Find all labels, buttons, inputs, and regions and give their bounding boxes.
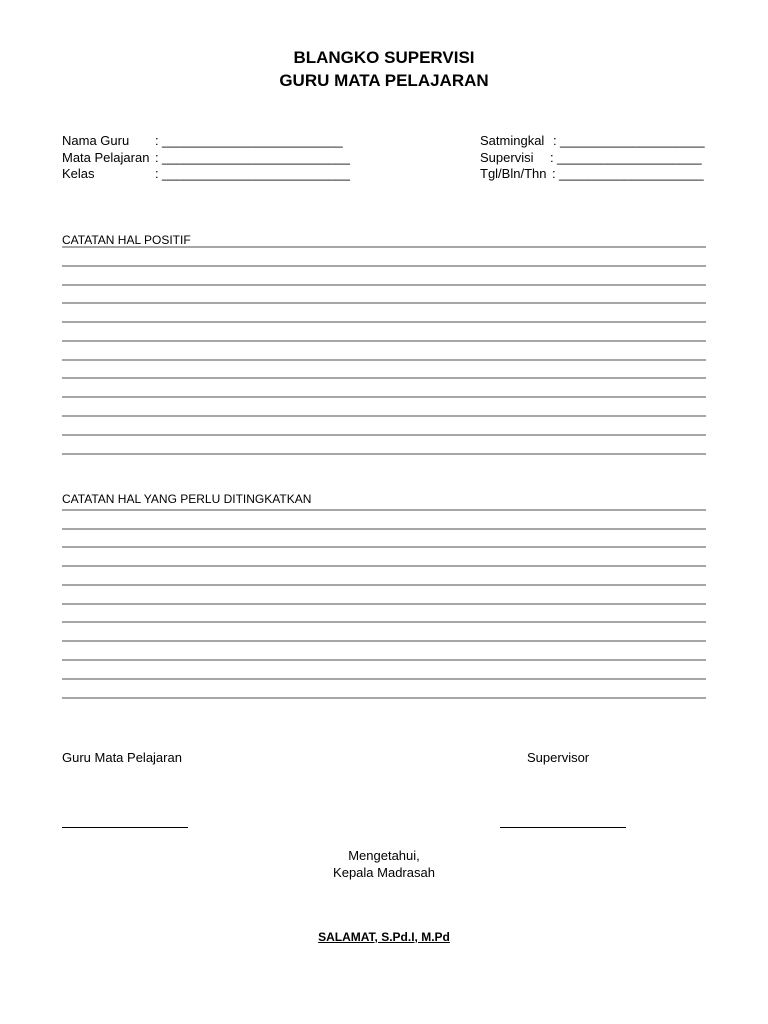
positive-note-line[interactable] <box>62 396 706 398</box>
acknowledged-label: Mengetahui, <box>348 848 420 863</box>
positive-note-line[interactable] <box>62 377 706 379</box>
improvement-note-line[interactable] <box>62 659 706 661</box>
field-label: Mata Pelajaran <box>62 150 150 165</box>
field-label: Satmingkal <box>480 133 545 148</box>
positive-note-line[interactable] <box>62 246 706 248</box>
field-colon: : <box>550 150 554 165</box>
form-title-line1: BLANGKO SUPERVISI <box>293 48 475 67</box>
field-satmingkal <box>480 133 705 149</box>
improvement-note-line[interactable] <box>62 584 706 586</box>
improvement-note-line[interactable] <box>62 546 706 548</box>
positive-note-line[interactable] <box>62 321 706 323</box>
improvement-note-line[interactable] <box>62 678 706 680</box>
nama-guru-blank[interactable]: _________________________ <box>162 133 343 148</box>
improvement-note-line[interactable] <box>62 509 706 511</box>
improvement-note-line[interactable] <box>62 565 706 567</box>
supervisor-signature-label: Supervisor <box>527 750 590 765</box>
positive-notes-heading: CATATAN HAL POSITIF <box>62 233 191 247</box>
field-tgl-bln-thn <box>480 166 704 182</box>
field-label: Supervisi <box>480 150 534 165</box>
positive-note-line[interactable] <box>62 265 706 267</box>
positive-note-line[interactable] <box>62 415 706 417</box>
field-nama-guru <box>62 133 343 149</box>
satmingkal-blank[interactable]: ____________________ <box>560 133 705 148</box>
supervisi-blank[interactable]: ____________________ <box>557 150 702 165</box>
positive-note-line[interactable] <box>62 284 706 286</box>
field-mata-pelajaran <box>62 150 350 166</box>
form-title-line2: GURU MATA PELAJARAN <box>279 71 489 90</box>
field-colon: : <box>552 166 556 181</box>
supervisor-signature-line[interactable] <box>500 827 626 828</box>
improvement-note-line[interactable] <box>62 640 706 642</box>
head-name-text: SALAMAT, S.Pd.I, M.Pd <box>318 930 450 944</box>
positive-note-line[interactable] <box>62 302 706 304</box>
head-name <box>0 929 768 946</box>
improvement-note-line[interactable] <box>62 603 706 605</box>
teacher-signature-line[interactable] <box>62 827 188 828</box>
field-colon: : <box>155 166 159 181</box>
improvement-note-line[interactable] <box>62 528 706 530</box>
tgl-bln-thn-blank[interactable]: ____________________ <box>559 166 704 181</box>
field-supervisi <box>480 150 702 166</box>
field-colon: : <box>155 133 159 148</box>
field-colon: : <box>155 150 159 165</box>
positive-note-line[interactable] <box>62 340 706 342</box>
field-label: Kelas <box>62 166 95 181</box>
positive-note-line[interactable] <box>62 434 706 436</box>
field-colon: : <box>553 133 557 148</box>
improvement-notes-heading: CATATAN HAL YANG PERLU DITINGKATKAN <box>62 492 312 506</box>
mata-pelajaran-blank[interactable]: __________________________ <box>162 150 350 165</box>
field-kelas <box>62 166 350 182</box>
improvement-note-line[interactable] <box>62 697 706 699</box>
positive-note-line[interactable] <box>62 453 706 455</box>
improvement-note-line[interactable] <box>62 621 706 623</box>
positive-note-line[interactable] <box>62 359 706 361</box>
field-label: Tgl/Bln/Thn <box>480 166 547 181</box>
field-label: Nama Guru <box>62 133 130 148</box>
kelas-blank[interactable]: __________________________ <box>162 166 350 181</box>
teacher-signature-label: Guru Mata Pelajaran <box>62 750 182 765</box>
head-title-label: Kepala Madrasah <box>333 865 435 880</box>
